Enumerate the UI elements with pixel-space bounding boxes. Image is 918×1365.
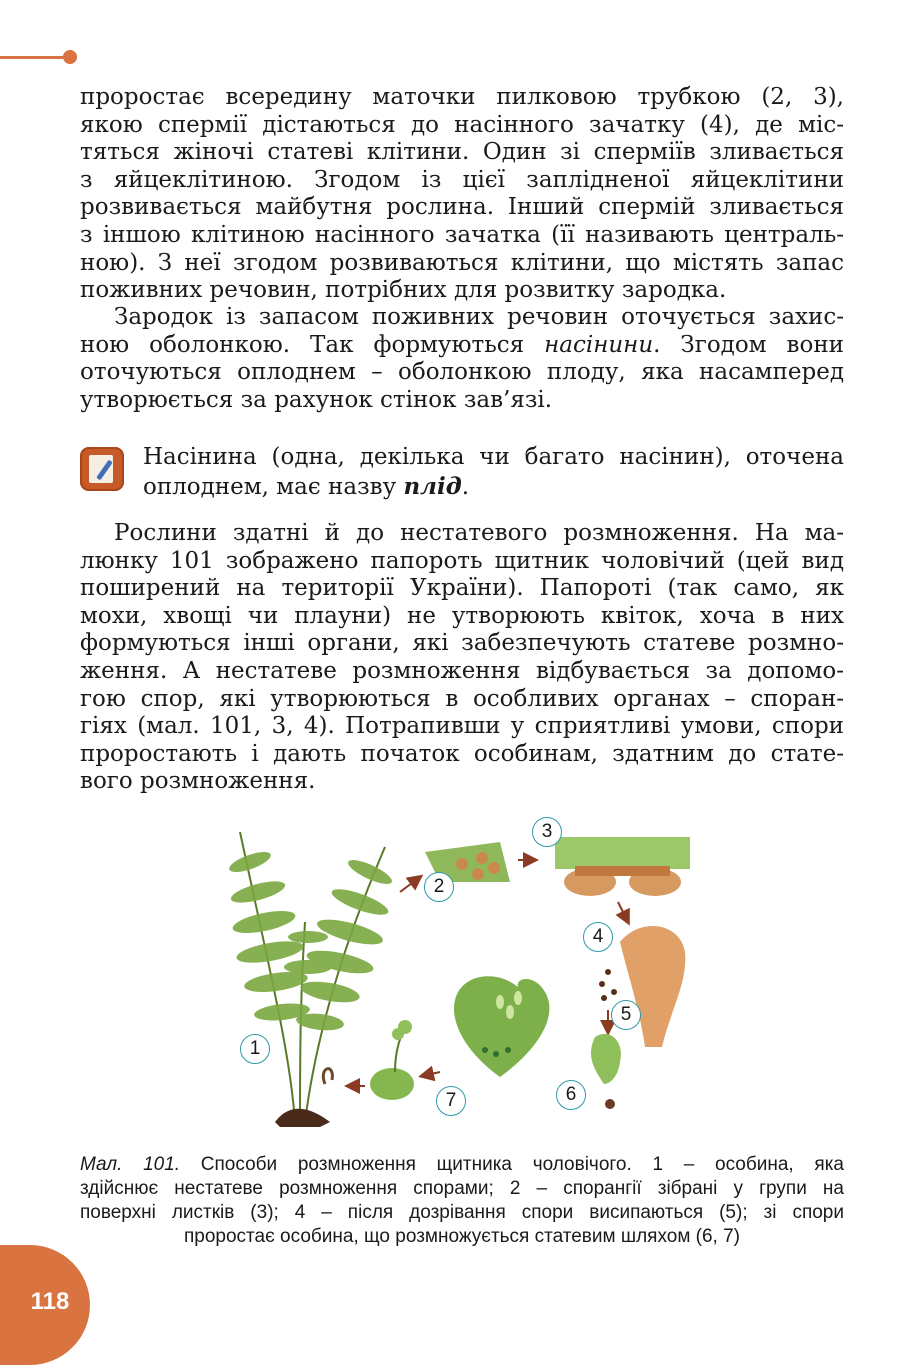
text-segment: оплоднем, має назву [143,474,404,500]
caption-line: здійснює нестатеве розмноження спорами; 2 – спорангії зібрані у групи на [80,1178,844,1199]
text-line: ною). З неї згодом розвиваються клітини, що містять запас [80,249,844,276]
caption-line: проростає особина, що розмножується статевим шляхом (6, 7) [183,1226,741,1247]
header-rule [0,56,66,59]
text-segment: ною оболонкою. Так формуються [80,331,545,358]
page-number: 118 [30,1288,70,1315]
text-line: мохи, хвощі чи плауни) не утворюють квіток, хоча в них [80,602,844,629]
text-line: ження. А нестатеве розмноження відбувається за допомо- [80,657,844,684]
text-line: гіях (мал. 101, 3, 4). Потрапивши у сприятливі умови, спори [80,713,844,740]
text-line: формуються інші органи, які забезпечують статеве розмно- [80,630,844,657]
definition-icon [80,447,124,491]
text-line: проростають і дають початок особинам, здатним до стате- [80,740,844,767]
paragraph-1 [80,84,844,305]
fern-lifecycle-figure [200,822,720,1134]
figure-label-7: 7 [436,1086,466,1116]
text-line: з яйцеклітиною. Згодом із цієї заплідненої яйцеклітини [80,166,844,193]
young-sporophyte [370,1020,414,1100]
figure-caption [80,1153,844,1249]
text-line: з іншою клітиною насінного зачатка (її називають централь- [80,221,844,248]
text-line: оточуються оплоднем – оболонкою плоду, яка насамперед [80,359,844,386]
text-line: вого розмноження. [80,768,316,795]
text-line: якою спермії дістаються до насінного зачатку (4), де міс- [80,111,844,138]
figure-label-6: 6 [556,1080,586,1110]
text-line [143,472,844,502]
prothallus-small [591,1034,621,1109]
paragraph-3 [80,520,844,796]
text-line: поширений на території України). Папороті (так само, як [80,575,844,602]
figure-label-1: 1 [240,1034,270,1064]
text-segment: . Згодом вони [653,331,844,358]
text-line: тяться жіночі статеві клітини. Один зі сперміїв зливається [80,139,844,166]
fern-illustration [200,822,720,1134]
definition-text [143,443,844,502]
text-line: Рослини здатні й до нестатевого розмноження. На ма- [114,520,844,546]
text-line: розвивається майбутня рослина. Інший спермій зливається [80,194,844,221]
text-line: утворюється за рахунок стінок зав’язі. [80,386,553,413]
text-segment: . [461,474,470,500]
term-fruit: плід [403,473,462,500]
text-line: Насінина (одна, декілька чи багато насінин), оточена [143,444,844,470]
prothallus-heart [454,976,549,1077]
paragraph-2 [80,304,844,414]
leaf-cross-section [555,837,690,896]
header-dot [63,50,77,64]
text-line: Зародок із запасом поживних речовин оточується захис- [114,304,844,330]
caption-label: Мал. 101. [80,1154,181,1175]
figure-label-2: 2 [424,872,454,902]
figure-label-5: 5 [611,1000,641,1030]
text-line: проростає всередину маточки пилковою трубкою (2, 3), [80,84,844,110]
text-line: поживних речовин, потрібних для розвитку зародка. [80,277,727,304]
term-seeds: насінини [544,331,654,358]
text-line [80,332,844,360]
text-line: гою спор, які утворюються в особливих органах – споран- [80,685,844,712]
text-line: люнку 101 зображено папороть щитник чоловічий (цей вид [80,547,844,574]
caption-line [80,1153,844,1177]
text-segment: Способи розмноження щитника чоловічого. 1 – особина, яка [180,1154,844,1175]
figure-label-3: 3 [532,817,562,847]
caption-line: поверхні листків (3); 4 – після дозрівання спори висипаються (5); зі спори [80,1202,844,1223]
figure-label-4: 4 [583,922,613,952]
sporangium [599,926,685,1047]
